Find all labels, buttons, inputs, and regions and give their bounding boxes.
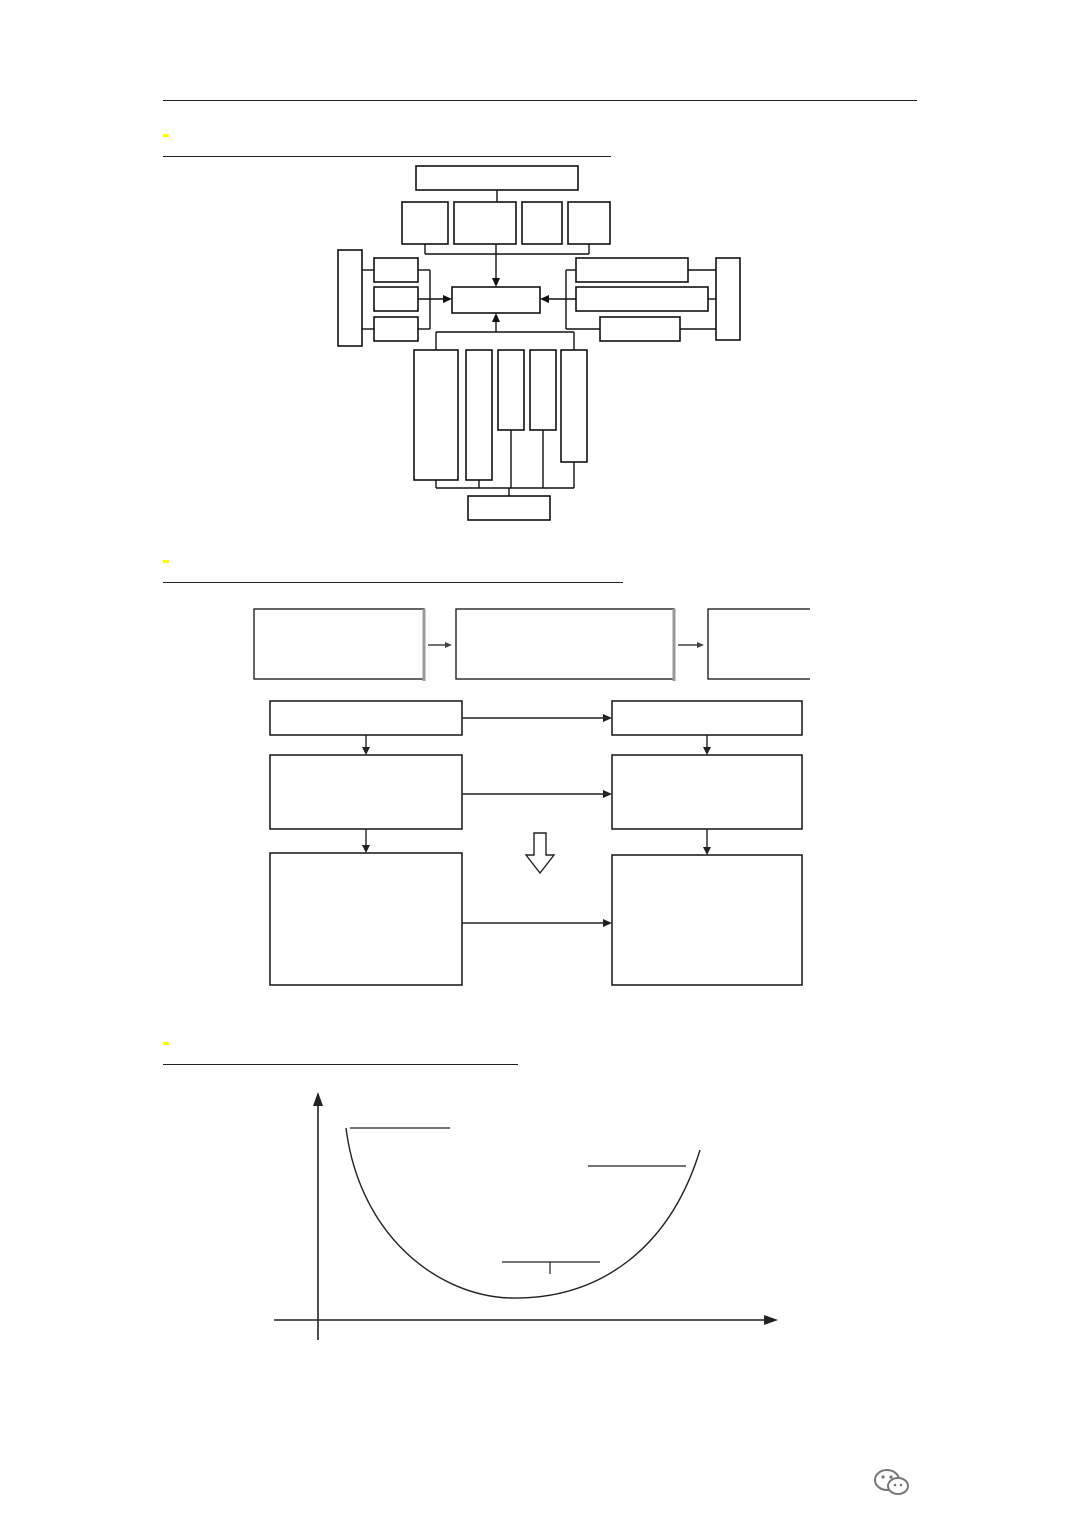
section-131-title	[163, 560, 169, 563]
box-top-item-3	[522, 202, 562, 244]
wechat-icon	[872, 1466, 912, 1498]
smile-curve	[346, 1128, 700, 1298]
box-center	[452, 287, 540, 313]
box-left-item-2	[374, 287, 418, 311]
header-rule	[163, 100, 917, 101]
box-top-title	[416, 166, 578, 190]
section-132-title	[163, 1042, 169, 1045]
box-top-item-1	[402, 202, 448, 244]
diagram-132	[270, 1078, 790, 1353]
box-left-item-3	[374, 317, 418, 341]
watermark	[170, 380, 930, 1060]
box-left-item-1	[374, 258, 418, 282]
section-132-underline	[163, 1064, 518, 1065]
box-right-item-3	[600, 317, 680, 341]
y-axis-arrow	[313, 1092, 323, 1106]
box-top-item-2	[454, 202, 516, 244]
box-right-title	[716, 258, 740, 340]
section-130-underline	[163, 156, 611, 157]
section-130-title	[163, 134, 169, 137]
box-right-item-1	[576, 258, 688, 282]
box-top-item-4	[568, 202, 610, 244]
box-left-title	[338, 250, 362, 346]
x-axis-arrow	[764, 1315, 778, 1325]
box-right-item-2	[576, 287, 708, 311]
